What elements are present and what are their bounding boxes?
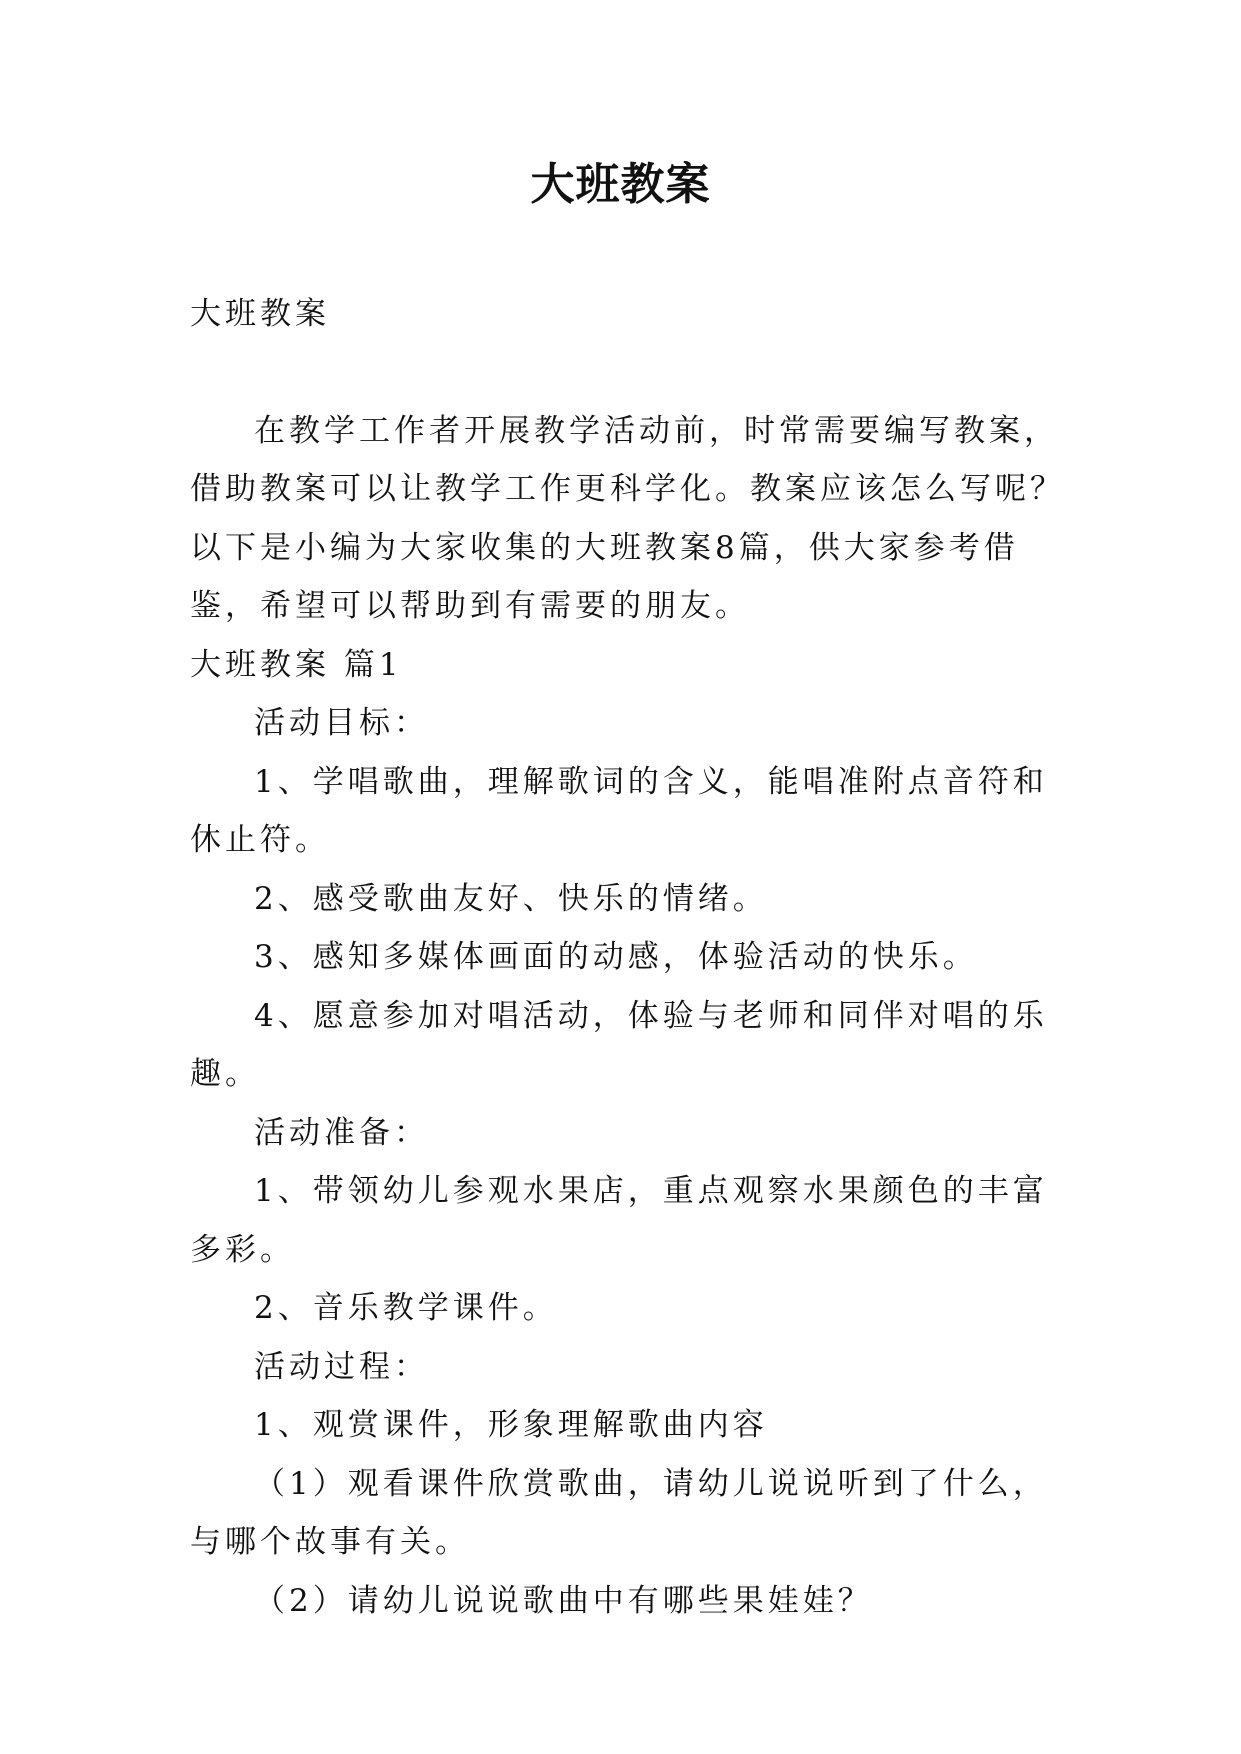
prep-item: 1、带领幼儿参观水果店，重点观察水果颜色的丰富多彩。 [190, 1173, 1048, 1268]
goal-item: 4、愿意参加对唱活动，体验与老师和同伴对唱的乐趣。 [190, 997, 1048, 1092]
document-body [190, 285, 1070, 1630]
prep-item: 2、音乐教学课件。 [254, 1290, 558, 1326]
prep-heading: 活动准备： [254, 1114, 429, 1151]
document-subtitle: 大班教案 [190, 296, 330, 332]
section-heading: 大班教案 篇1 [190, 646, 403, 683]
process-item: （2）请幼儿说说歌曲中有哪些果娃娃？ [254, 1582, 873, 1619]
goal-item: 1、学唱歌曲，理解歌词的含义，能唱准附点音符和休止符。 [190, 763, 1048, 858]
goals-heading: 活动目标： [254, 705, 429, 741]
intro-paragraph: 在教学工作者开展教学活动前，时常需要编写教案，借助教案可以让教学工作更科学化。教案应该怎么写呢？以下是小编为大家收集的大班教案8篇，供大家参考借鉴，希望可以帮助到有需要的朋友。 [190, 412, 1065, 624]
process-item: （1）观看课件欣赏歌曲，请幼儿说说听到了什么，与哪个故事有关。 [190, 1465, 1048, 1560]
process-heading: 活动过程： [254, 1348, 429, 1385]
process-item: 1、观赏课件，形象理解歌曲内容 [254, 1407, 768, 1443]
goal-item: 3、感知多媒体画面的动感，体验活动的快乐。 [254, 939, 978, 975]
goal-item: 2、感受歌曲友好、快乐的情绪。 [254, 880, 768, 917]
document-title: 大班教案 [530, 159, 711, 210]
